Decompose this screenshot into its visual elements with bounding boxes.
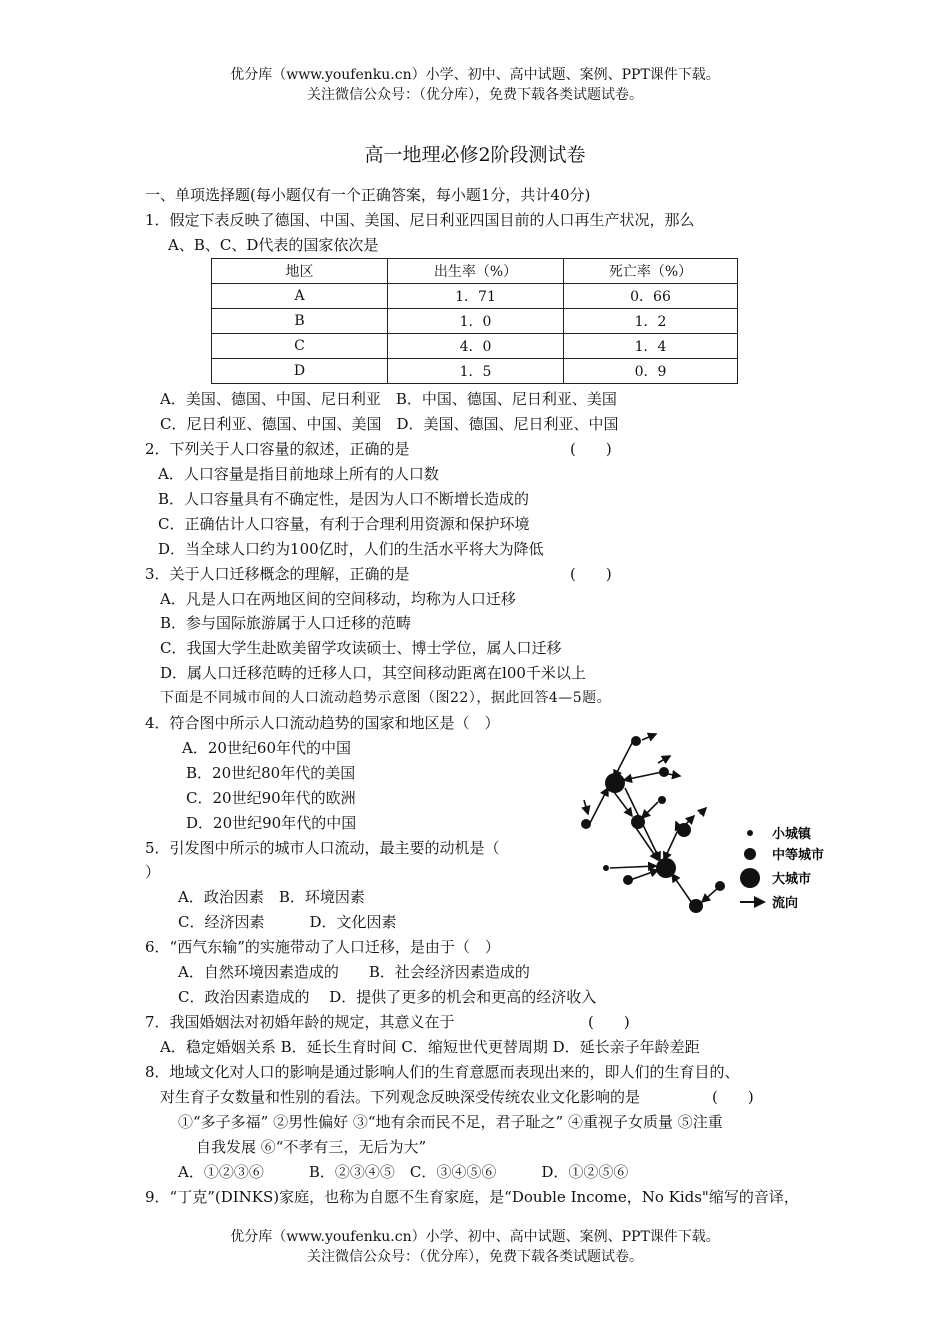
table-cell: 1．5 bbox=[388, 359, 564, 384]
population-flow-diagram bbox=[570, 728, 840, 923]
q8-items-line1: ①“多子多福” ②男性偏好 ③“地有余而民不足，君子耻之” ④重视子女质量 ⑤注重 bbox=[178, 1113, 723, 1131]
q5-stem: 5．引发图中所示的城市人口流动，最主要的动机是（ bbox=[145, 839, 500, 857]
q5-options-ab: A．政治因素 B．环境因素 bbox=[178, 888, 365, 906]
table-header-cell: 地区 bbox=[212, 259, 388, 284]
q3-option-d: D．属人口迁移范畴的迁移人口，其空间移动距离在l00千米以上 bbox=[160, 664, 586, 682]
legend-medium-city-icon bbox=[744, 848, 756, 860]
q6-stem: 6．“西气东输”的实施带动了人口迁移，是由于（ ） bbox=[145, 938, 500, 956]
table-cell: 0．66 bbox=[564, 284, 738, 309]
table-row bbox=[212, 359, 738, 384]
table-cell: D bbox=[212, 359, 388, 384]
header-line-1: 优分库（www.youfenku.cn）小学、初中、高中试题、案例、PPT课件下载。 bbox=[230, 67, 720, 83]
table-row bbox=[212, 284, 738, 309]
q7-stem: 7．我国婚姻法对初婚年龄的规定，其意义在于 bbox=[145, 1013, 455, 1031]
medium-city-node bbox=[689, 899, 703, 913]
q7-options: A．稳定婚姻关系 B．延长生育时间 C．缩短世代更替周期 D．延长亲子年龄差距 bbox=[160, 1038, 700, 1056]
legend-flow: 流向 bbox=[772, 896, 799, 911]
small-town-node bbox=[658, 796, 666, 804]
q8-items-line2: 自我发展 ⑥“不孝有三，无后为大” bbox=[196, 1138, 427, 1156]
flow-arrow bbox=[584, 800, 588, 814]
q4-5-intro: 下面是不同城市间的人口流动趋势示意图（图22），据此回答4—5题。 bbox=[160, 690, 612, 706]
q2-option-d: D．当全球人口约为100亿时，人们的生活水平将大为降低 bbox=[158, 540, 544, 558]
page-title: 高一地理必修2阶段测试卷 bbox=[364, 144, 586, 166]
q1-options-ab: A．美国、德国、中国、尼日利亚 B．中国、德国、尼日利亚、美国 bbox=[160, 390, 617, 408]
large-city-node bbox=[605, 773, 625, 793]
q2-option-b: B．人口容量具有不确定性，是因为人口不断增长造成的 bbox=[158, 490, 530, 508]
table-header-cell: 出生率（%） bbox=[388, 259, 564, 284]
header-line-2: 关注微信公众号：（优分库），免费下载各类试题试卷。 bbox=[307, 87, 643, 103]
q1-stem-line2: A、B、C、D代表的国家依次是 bbox=[168, 236, 379, 254]
table-cell: 1．0 bbox=[388, 309, 564, 334]
flow-arrow bbox=[614, 743, 632, 778]
q4-option-d: D．20世纪90年代的中国 bbox=[186, 814, 357, 832]
q8-stem-line1: 8．地域文化对人口的影响是通过影响人们的生育意愿而表现出来的，即人们的生育目的、 bbox=[145, 1063, 740, 1081]
flow-arrows bbox=[584, 734, 718, 906]
q4-stem: 4．符合图中所示人口流动趋势的国家和地区是（ ） bbox=[145, 714, 500, 732]
flow-arrow bbox=[658, 756, 670, 763]
flow-arrow bbox=[672, 874, 694, 906]
flow-arrow bbox=[642, 734, 656, 740]
table-row bbox=[212, 334, 738, 359]
flow-arrow bbox=[610, 866, 656, 868]
q8-stem-line2: 对生育子女数量和性别的看法。下列观念反映深受传统农业文化影响的是 bbox=[160, 1088, 641, 1106]
flow-arrow bbox=[624, 772, 662, 780]
flow-arrow bbox=[702, 888, 718, 902]
q1-options-cd: C．尼日利亚、德国、中国、美国 D．美国、德国、尼日利亚、中国 bbox=[160, 415, 619, 433]
flow-arrow bbox=[630, 870, 658, 880]
q4-option-a: A．20世纪60年代的中国 bbox=[182, 739, 352, 757]
q4-option-b: B．20世纪80年代的美国 bbox=[186, 764, 356, 782]
q3-option-c: C．我国大学生赴欧美留学攻读硕士、博士学位，属人口迁移 bbox=[160, 639, 562, 657]
legend-medium-city: 中等城市 bbox=[772, 848, 825, 863]
table-cell: 0．9 bbox=[564, 359, 738, 384]
table-cell: 1．71 bbox=[388, 284, 564, 309]
q5-stem-end: ） bbox=[145, 863, 161, 881]
q1-stem-line1: 1．假定下表反映了德国、中国、美国、尼日利亚四国目前的人口再生产状况，那么 bbox=[145, 211, 695, 229]
q6-options-ab: A．自然环境因素造成的 B．社会经济因素造成的 bbox=[178, 963, 530, 981]
table-cell: 1．4 bbox=[564, 334, 738, 359]
section-heading: 一、单项选择题(每小题仅有一个正确答案，每小题1分，共计40分) bbox=[145, 186, 591, 204]
legend-small-town-icon bbox=[747, 830, 753, 836]
q3-option-a: A．凡是人口在两地区间的空间移动，均称为人口迁移 bbox=[160, 590, 516, 608]
flow-arrow bbox=[700, 808, 706, 814]
q5-options-cd: C．经济因素 D．文化因素 bbox=[178, 913, 397, 931]
q1-data-table bbox=[211, 258, 738, 384]
table-cell: B bbox=[212, 309, 388, 334]
table-cell: A bbox=[212, 284, 388, 309]
medium-city-node bbox=[631, 815, 645, 829]
q2-option-c: C．正确估计人口容量，有利于合理利用资源和保护环境 bbox=[158, 515, 530, 533]
q2-stem: 2．下列关于人口容量的叙述，正确的是 bbox=[145, 440, 410, 458]
q9-stem: 9．“丁克”(DINKS)家庭，也称为自愿不生育家庭，是“Double Income，No Kids"缩写的音译， bbox=[145, 1188, 799, 1206]
table-cell: C bbox=[212, 334, 388, 359]
flow-arrow bbox=[642, 802, 658, 818]
flow-arrow bbox=[664, 830, 678, 860]
q3-stem: 3．关于人口迁移概念的理解，正确的是 bbox=[145, 565, 410, 583]
flow-arrow bbox=[590, 788, 608, 823]
table-header-row bbox=[212, 259, 738, 284]
flow-arrow bbox=[668, 774, 680, 776]
small-town-node bbox=[581, 819, 591, 829]
small-town-node bbox=[715, 881, 725, 891]
q3-option-b: B．参与国际旅游属于人口迁移的范畴 bbox=[160, 614, 412, 632]
q4-option-c: C．20世纪90年代的欧洲 bbox=[186, 789, 356, 807]
q7-answer-paren: ( ) bbox=[588, 1013, 630, 1031]
table-header-cell: 死亡率（%） bbox=[564, 259, 738, 284]
q8-options: A．①②③⑥ B．②③④⑤ C．③④⑤⑥ D．①②⑤⑥ bbox=[178, 1163, 629, 1181]
q3-answer-paren: ( ) bbox=[570, 565, 612, 583]
small-town-node bbox=[603, 865, 609, 871]
footer-line-1: 优分库（www.youfenku.cn）小学、初中、高中试题、案例、PPT课件下载。 bbox=[230, 1229, 720, 1245]
table-cell: 1．2 bbox=[564, 309, 738, 334]
small-town-node bbox=[659, 767, 669, 777]
diagram-legend bbox=[740, 826, 824, 911]
large-city-node bbox=[656, 858, 676, 878]
footer-line-2: 关注微信公众号：（优分库），免费下载各类试题试卷。 bbox=[307, 1249, 643, 1265]
small-town-node bbox=[631, 736, 641, 746]
small-town-node bbox=[623, 875, 633, 885]
q2-option-a: A．人口容量是指目前地球上所有的人口数 bbox=[158, 465, 439, 483]
table-row bbox=[212, 309, 738, 334]
q6-options-cd: C．政治因素造成的 D．提供了更多的机会和更高的经济收入 bbox=[178, 988, 597, 1006]
legend-small-town: 小城镇 bbox=[772, 827, 812, 842]
q8-answer-paren: ( ) bbox=[712, 1088, 754, 1106]
legend-large-city: 大城市 bbox=[772, 872, 812, 887]
q2-answer-paren: ( ) bbox=[570, 440, 612, 458]
city-nodes bbox=[581, 736, 725, 913]
medium-city-node bbox=[677, 823, 691, 837]
table-cell: 4．0 bbox=[388, 334, 564, 359]
legend-large-city-icon bbox=[740, 868, 760, 888]
